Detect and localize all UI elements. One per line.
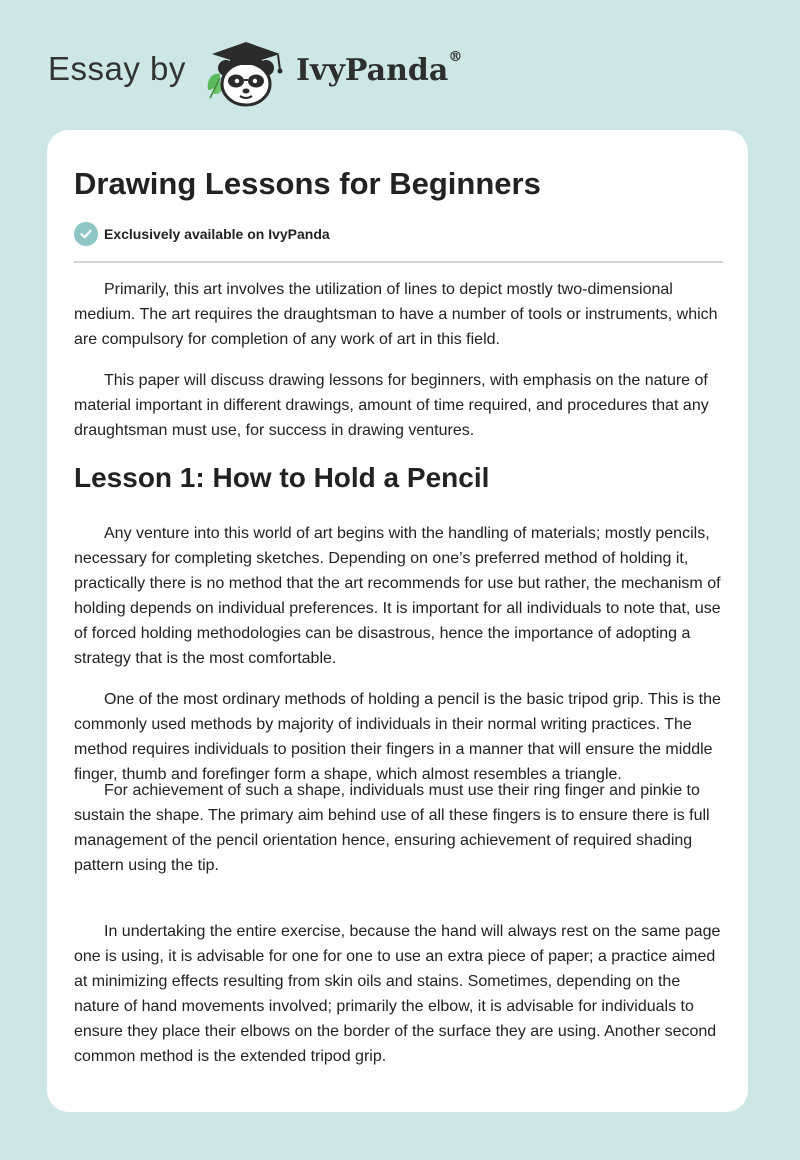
divider bbox=[74, 261, 723, 263]
essay-card bbox=[47, 130, 748, 1112]
intro-paragraph: This paper will discuss drawing lessons for beginners, with emphasis on the nature of material important in different drawings, amount of time required, and procedures that any draughtsman must use, for success in drawing ventures. bbox=[74, 372, 709, 439]
section-paragraph: Any venture into this world of art begins with the handling of materials; mostly pencils, necessary for completing sketches. Depending on one’s preferred method of holding it, practically there is no method that the art recommends for use but rather, the mechanism of holding depends on individual preferences. It is important for all individuals to note that, use of forced holding methodologies can be disastrous, hence the importance of adopting a strategy that is the most comfortable. bbox=[74, 525, 721, 667]
panda-graduate-logo-icon bbox=[200, 38, 292, 108]
section-paragraph: In undertaking the entire exercise, because the hand will always rest on the same page one is using, it is advisable for one for one to use an extra piece of paper; a practice aimed at minimizing effects resulting from skin oils and stains. Sometimes, depending on the nature of hand movements involved; primarily the elbow, it is advisable for individuals to ensure they place their elbows on the border of the surface they are using. Another second common method is the extended tripod grip. bbox=[74, 923, 721, 1065]
exclusive-badge bbox=[74, 222, 330, 246]
intro-paragraph: Primarily, this art involves the utilization of lines to depict mostly two-dimensional medium. The art requires the draughtsman to have a number of tools or instruments, which are compulsory for completion of any work of art in this field. bbox=[74, 281, 718, 348]
site-brand[interactable] bbox=[48, 38, 488, 108]
brand-prefix: Essay by bbox=[48, 50, 186, 87]
badge-label: Exclusively available on IvyPanda bbox=[104, 226, 330, 242]
page-title: Drawing Lessons for Beginners bbox=[74, 166, 541, 201]
brand-name: IvyPanda® bbox=[296, 49, 463, 88]
check-circle-icon bbox=[74, 222, 98, 246]
section-paragraph: For achievement of such a shape, individuals must use their ring finger and pinkie to sustain the shape. The primary aim behind use of all these fingers is to ensure there is full management of the pencil orientation hence, ensuring achievement of required shading pattern using the tip. bbox=[74, 782, 710, 874]
section-heading: Lesson 1: How to Hold a Pencil bbox=[74, 462, 490, 493]
section-paragraph: One of the most ordinary methods of holding a pencil is the basic tripod grip. This is the commonly used methods by majority of individuals in their normal writing practices. The method requires individuals to position their fingers in a manner that will ensure the middle finger, thumb and forefinger form a shape, which almost resembles a triangle. bbox=[74, 691, 721, 783]
